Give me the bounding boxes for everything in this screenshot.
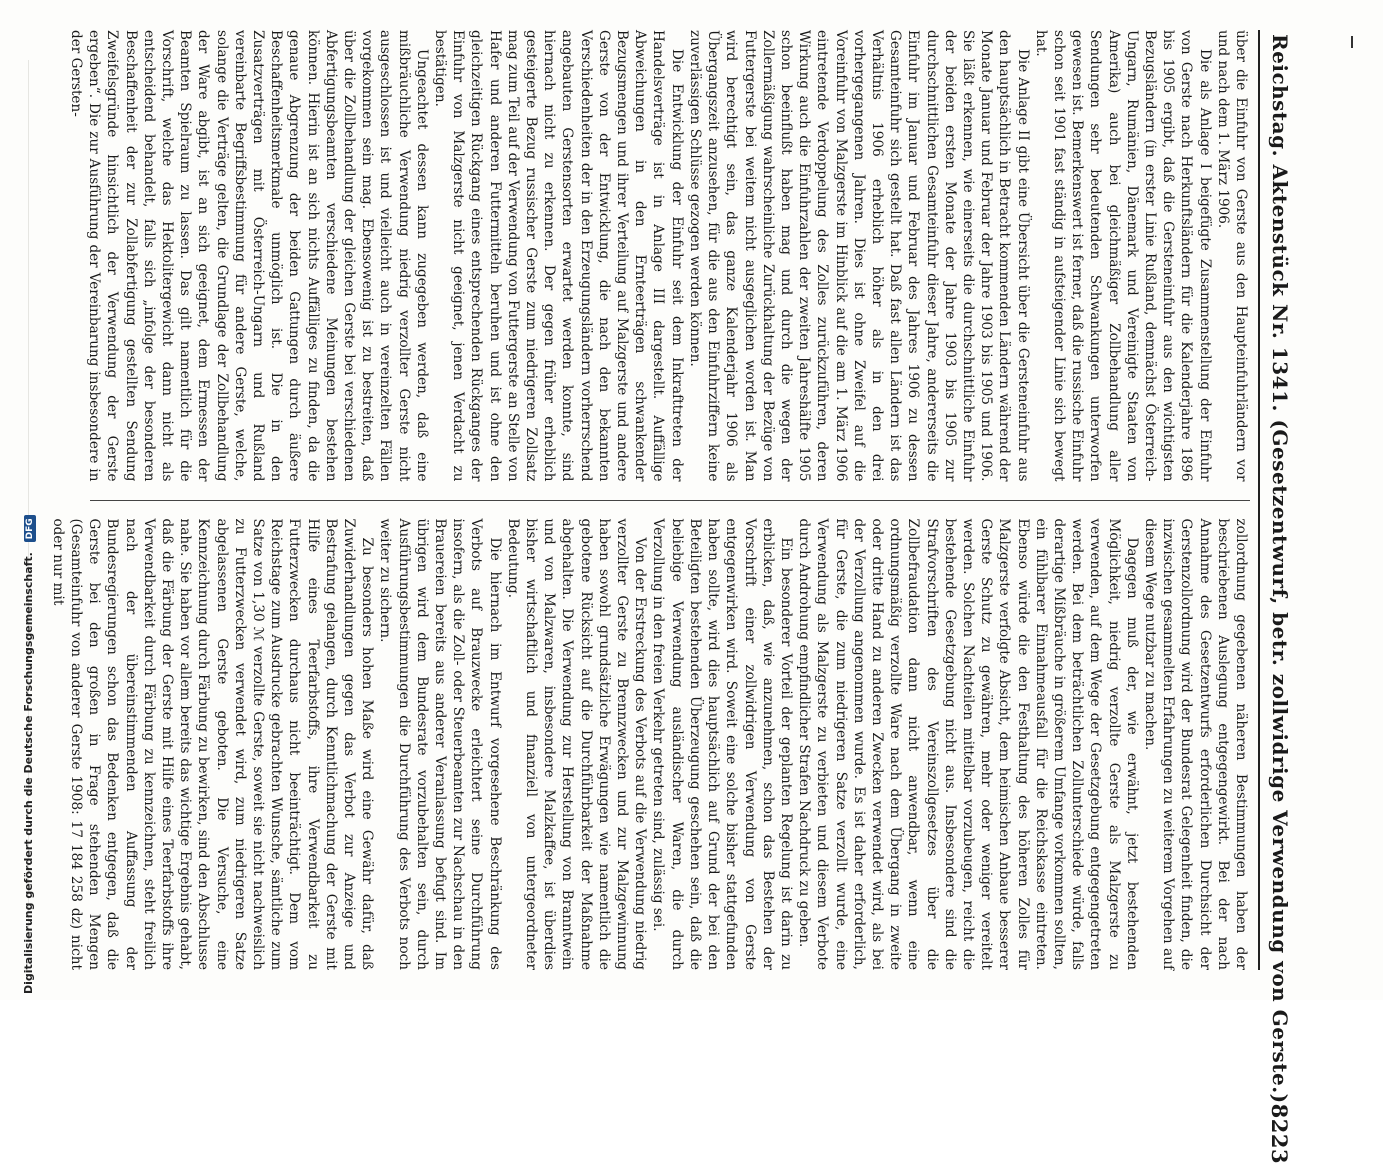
edge-mark: [1351, 36, 1353, 48]
paragraph: Von der Erstreckung des Verbots auf die Verwendung niedrig verzollter Gerste zu Brennzwecken und zur Malzgewinnung haben sowohl grundsätzliche Erwägungen wie namentlich die gebotene Rücksicht auf die Durchführbarkeit der Maßnahme abgehalten. Die Verwendung zur Herstellung von Branntwein und von Malzwaren, insbesondere Malzkaffee, ist überdies bisher wirtschaftlich und finanziell von untergeordneter Bedeutung.: [504, 518, 649, 970]
paragraph: Die Anlage II gibt eine Übersicht über die Gersteneinfuhr aus den hauptsächlich in Betracht kommenden Ländern während der Monate Januar und Februar der Jahre 1903 bis 1905 und 1906. Sie läßt erkennen, wie einerseits die durchschnittliche Einfuhr der beiden ersten Monate der Jahre 1903 bis 1905 zur durchschnittlichen Gesamteinfuhr dieser Jahre, andererseits die Einfuhr im Januar und Februar des Jahres 1906 zu dessen Gesamteinfuhr sich gestellt hat. Daß fast allen Ländern ist das Verhältnis 1906 erheblich höher als in den drei vorhergegangenen Jahren. Dies ist ohne Zweifel auf die Voreinfuhr von Malzgerste im Hinblick auf die am 1. März 1906 eintretende Verdoppelung des Zolles zurückzuführen, deren Wirkung auch die Einfuhrzahlen der zweiten Jahreshälfte 1905 schon beeinflußt haben mag und durch die wegen der Zollermäßigung wahrscheinliche Zurückhaltung der Bezüge von Futtergerste bei weitem nicht ausgeglichen worden ist. Man wird berechtigt sein, das ganze Kalenderjahr 1906 als Übergangszeit anzusehen, für die aus den Einfuhrziffern keine zuverlässigen Schlüsse gezogen werden können.: [686, 30, 1031, 482]
paragraph: Ein besonderer Vorteil der geplanten Regelung ist darin zu erblicken, daß, wie anzunehmen, schon das Bestehen der Vorschrift einer zollwidrigen Verwendung von Gerste entgegenwirken wird. Soweit eine solche bisher stattgefunden haben sollte, wird dies hauptsächlich auf Grund der bei den Beteiligten bestehenden Überzeugung geschehen sein, daß die beliebige Verwendung ausländischer Waren, die durch Verzollung in den freien Verkehr getreten sind, zulässig sei.: [650, 518, 794, 970]
running-header: [1258, 30, 1300, 1164]
paragraph: zollordnung gegebenen näheren Bestimmungen haben der beschriebenen Auslegung entgegengewirkt. Bei der nach Annahme des Gesetzentwurfs erforderlichen Durchsicht der Gerstenzollordnung wird der Bundesrat Gelegenheit finden, die inzwischen gesammelten Erfahrungen zu weiterem Vorgehen auf diesem Wege nutzbar zu machen.: [1141, 518, 1249, 970]
paragraph: Die hiernach im Entwurf vorgesehene Beschränkung des Verbots auf Brauzwecke erleichtert seine Durchführung insofern, als die Zoll- oder Steuerbeamten zur Nachschau in den Brauereien bereits aus anderer Veranlassung befugt sind. Im übrigen wird dem Bundesrate vorzubehalten sein, durch Ausführungsbestimmungen die Durchführung des Verbots noch weiter zu sichern.: [377, 518, 503, 970]
paragraph: über die Einfuhr von Gerste aus den Haupteinfuhrländern vor und nach dem 1. März 1906.: [1214, 30, 1249, 482]
rotated-text-block: [49, 30, 1300, 1164]
page-number: 8223: [1267, 1103, 1293, 1164]
paragraph: Zu besonders hohen Maße wird eine Gewähr dafür, daß Zuwiderhandlungen gegen das Verbot zur Anzeige und Bestrafung gelangen, durch Kenntlichmachung der Gerste mit Hilfe eines Teerfarbstoffs, ihre Verwendbarkeit zu Futterzwecken durchaus nicht beeinträchtigt. Dem vom Reichstage zum Ausdrucke gebrachten Wunsche, sämtliche zum Satze von 1,30 ℳ verzollte Gerste, soweit sie nicht nachweislich zu Futterzwecken verwendet wird, zum niedrigeren Satze abgelassenen Gerste geboten. Die Versuche, eine Kennzeichnung durch Färbung zu bewirken, sind den Abschlusse nahe. Sie haben vor allem bereits das wichtige Ergebnis gehabt, daß die Färbung der Gerste mit Hilfe eines Teerfarbstoffs ihre Verwendbarkeit durch Färbung zu kennzeichnen, steht freilich nach der übereinstimmenden Auffassung der Bundesregierungen schon das Bedenken entgegen, daß die Gerste bei den großen in Frage stehenden Mengen (Gesamteinfuhr von anderer Gerste 1908: 17 184 258 dz) nicht oder nur mit: [49, 518, 376, 970]
dfg-logo: DFG: [24, 515, 36, 542]
column-divider: [90, 500, 1250, 501]
paragraph: Ungeachtet dessen kann zugegeben werden, daß eine mißbräuchliche Verwendung niedrig verzollter Gerste nicht ausgeschlossen ist und vielleicht auch in vereinzelten Fällen vorgekommen sein mag. Ebensowenig ist zu bestreiten, daß über die Zollbehandlung der gleichen Gerste bei verschiedenen Abfertigungsbeamten verschiedene Meinungen bestehen können. Hierin ist an sich nichts Auffälliges zu finden, da die genaue Abgrenzung der beiden Gattungen durch äußere Beschaffenheitsmerkmale unmöglich ist. Die in den Zusatzverträgen mit Österreich-Ungarn und Rußland vereinbarte Begriffsbestimmung für andere Gerste, welche, solange die Verträge gelten, die Grundlage der Zollbehandlung der Ware abgibt, ist an sich geeignet, dem Ermessen der Beamten Spielraum zu lassen. Das gilt namentlich für die Vorschrift, welche das Hektolitergewicht dann nicht als entscheidend behandelt, falls sich „infolge der besonderen Beschaffenheit der zur Zollabfertigung gestellten Sendung Zweifelsgründe hinsichtlich der Verwendung der Gerste ergeben“. Die zur Ausführung der Vereinbarung insbesondere in der Gersten-: [68, 30, 430, 482]
paragraph: Die als Anlage I beigefügte Zusammenstellung der Einfuhr von Gerste nach Herkunftsländern für die Kalenderjahre 1896 bis 1905 ergibt, daß die Gersteneinfuhr aus den wichtigsten Bezugsländern (in erster Linie Rußland, demnächst Österreich-Ungarn, Rumänien, Dänemark und Vereinigte Staaten von Amerika) auch bei gleichmäßiger Zollbehandlung aller Sendungen sehr bedeutenden Schwankungen unterworfen gewesen ist. Bemerkenswert ist ferner, daß die russische Einfuhr schon seit 1901 fast ständig in aufsteigender Linie sich bewegt hat.: [1032, 30, 1213, 482]
paragraph: Dagegen muß der, wie erwähnt, jetzt bestehenden Möglichkeit, niedrig verzollte Gerste als Malzgerste zu verwenden, auf dem Wege der Gesetzgebung entgegengetreten werden. Bei dem beträchtlichen Zollunterschiede würde, falls derartige Mißbräuche in größerem Umfange vorkommen sollten, ein fühlbarer Einnahmeausfall für die Reichskasse eintreten. Ebenso würde die den Festhaltung des höheren Zolles für Malzgerste verfolgte Absicht, dem heimischen Anbaue besserer Gerste Schutz zu gewähren, mehr oder weniger vereitelt werden. Solchen Nachteilen mittelbar vorzubeugen, reicht die bestehende Gesetzgebung nicht aus. Insbesondere sind die Strafvorschriften des Vereinszollgesetzes über die Zollbefraudation dann nicht anwendbar, wenn eine ordnungsmäßig verzollte Ware nach dem Übergang in zweite oder dritte Hand zu anderen Zwecken verwendet wird, als bei der Verzollung angenommen wurde. Es ist daher erforderlich, für Gerste, die zum niedrigeren Satze verzollt wurde, eine Verwendung als Malzgerste zu verbieten und diesem Verbote durch Androhung empfindlicher Strafen Nachdruck zu geben.: [796, 518, 1140, 970]
paragraph: Die Entwicklung der Einfuhr seit dem Inkrafttreten der Handelsverträge ist in Anlage III dargestellt. Auffällige Abweichungen in den Ernteerträgen schwankender Bezugsmengen und ihrer Verteilung auf Malzgerste und andere Gerste von der Entwicklung, die nach den bekannten Verschiedenheiten der in den Erzeugungsländern vorherrschend angebauten Gerstensorten erwartet werden konnte, sind hiernach nicht zu erkennen. Der gegen früher erheblich gesteigerte Bezug russischer Gerste zum niedrigeren Zollsatz mag zum Teil auf der Verwendung von Futtergerste an Stelle von Hafer und anderen Futtermitteln beruhen und ist ohne den gleichzeitigen Rückgang eines entsprechenden Rückganges der Einfuhr von Malzgerste nicht geeignet, jenen Verdacht zu bestätigen.: [432, 30, 685, 482]
digitization-credit: [22, 374, 36, 994]
text-columns: [49, 30, 1250, 970]
column-left: [68, 30, 1250, 482]
column-right: [49, 518, 1250, 971]
header-title: Reichstag. Aktenstück Nr. 1341. (Gesetzentwurf, betr. zollwidrige Verwendung von Gerste.): [1268, 34, 1292, 1104]
credit-text: Digitalisierung gefördert durch die Deutsche Forschungsgemeinschaft.: [22, 552, 35, 994]
